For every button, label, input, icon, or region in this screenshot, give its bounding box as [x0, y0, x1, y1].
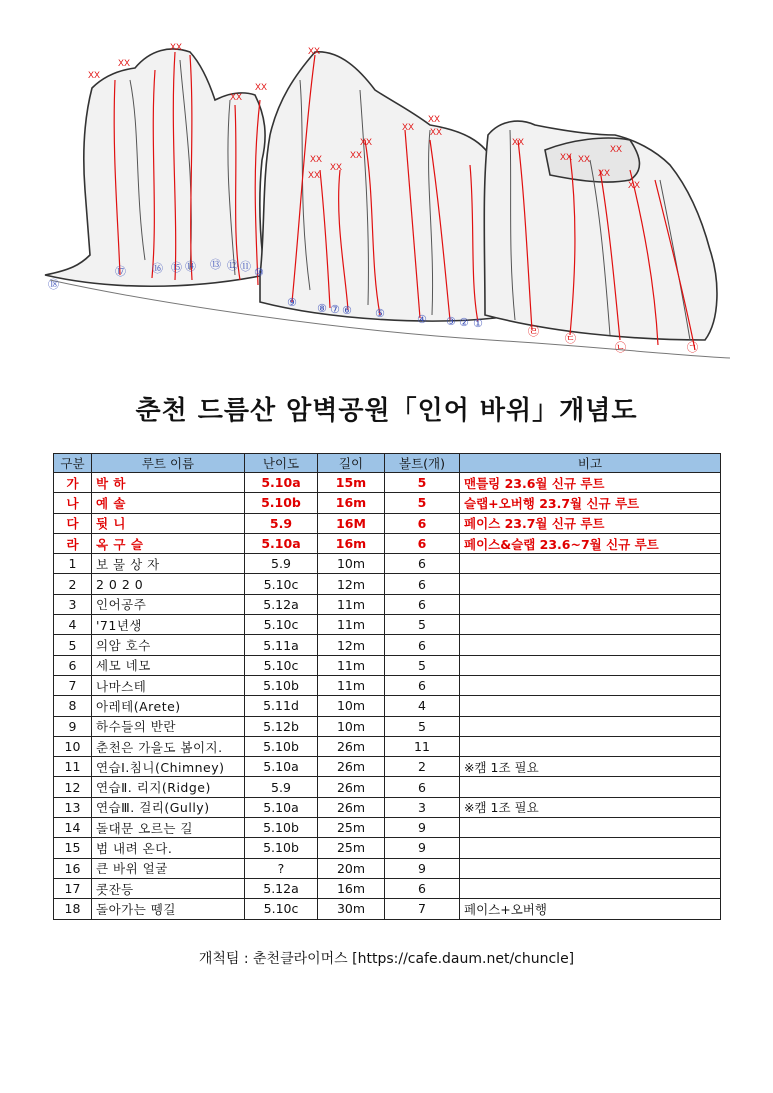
route-length-cell: 25m — [318, 838, 385, 858]
route-marker: ⑪ — [240, 260, 251, 273]
anchor-mark: XX — [330, 162, 343, 172]
route-grade-cell: 5.9 — [245, 554, 318, 574]
route-id-cell: 6 — [54, 655, 92, 675]
route-grade-cell: 5.11d — [245, 696, 318, 716]
route-id-cell: 1 — [54, 554, 92, 574]
route-marker: ⑦ — [330, 303, 340, 316]
route-name-cell: 나마스테 — [92, 675, 245, 695]
route-grade-cell: 5.10b — [245, 736, 318, 756]
anchor-mark: XX — [430, 127, 443, 137]
route-bolts-cell: 9 — [385, 858, 460, 878]
route-grade-cell: 5.9 — [245, 777, 318, 797]
route-grade-cell: 5.10c — [245, 615, 318, 635]
anchor-mark: XX — [560, 152, 573, 162]
route-marker: ⑧ — [317, 302, 327, 315]
route-note-cell — [460, 594, 721, 614]
table-row — [54, 757, 721, 777]
route-name-cell: 보 물 상 자 — [92, 554, 245, 574]
route-length-cell: 12m — [318, 635, 385, 655]
route-bolts-cell: 6 — [385, 635, 460, 655]
route-marker: ① — [473, 317, 483, 330]
route-marker: ⑫ — [227, 259, 238, 272]
header-bolts: 볼트(개) — [385, 454, 460, 473]
route-bolts-cell: 5 — [385, 473, 460, 493]
route-id-cell: 5 — [54, 635, 92, 655]
route-id-cell: 나 — [54, 493, 92, 513]
route-grade-cell: 5.12a — [245, 878, 318, 898]
route-marker: ⑱ — [48, 278, 59, 291]
route-id-cell: 13 — [54, 797, 92, 817]
header-grade: 난이도 — [245, 454, 318, 473]
table-row — [54, 635, 721, 655]
route-length-cell: 20m — [318, 858, 385, 878]
route-bolts-cell: 9 — [385, 838, 460, 858]
route-note-cell — [460, 574, 721, 594]
route-name-cell: 2 0 2 0 — [92, 574, 245, 594]
route-bolts-cell: 6 — [385, 777, 460, 797]
table-row — [54, 858, 721, 878]
anchor-mark: XX — [360, 137, 373, 147]
route-name-cell: 뒷 니 — [92, 513, 245, 533]
header-note: 비고 — [460, 454, 721, 473]
route-name-cell: 큰 바위 얼굴 — [92, 858, 245, 878]
route-note-cell — [460, 777, 721, 797]
route-length-cell: 10m — [318, 716, 385, 736]
route-marker: ⑥ — [342, 304, 352, 317]
route-grade-cell: 5.10a — [245, 473, 318, 493]
route-marker: ② — [459, 316, 469, 329]
footer-credit: 개척팀 : 춘천클라이머스 [https://cafe.daum.net/chuncle] — [198, 951, 575, 967]
route-marker: ⑩ — [254, 266, 264, 279]
route-note-cell — [460, 858, 721, 878]
route-note-cell — [460, 716, 721, 736]
route-grade-cell: 5.10c — [245, 899, 318, 919]
route-name-cell: 범 내려 온다. — [92, 838, 245, 858]
anchor-mark: XX — [628, 180, 641, 190]
route-id-cell: 17 — [54, 878, 92, 898]
route-marker: ⑭ — [185, 260, 196, 273]
anchor-mark: XX — [578, 154, 591, 164]
page-title: 춘천 드름산 암벽공원「인어 바위」개념도 — [135, 396, 638, 426]
table-row — [54, 675, 721, 695]
route-note-cell — [460, 696, 721, 716]
table-row — [54, 838, 721, 858]
route-length-cell: 30m — [318, 899, 385, 919]
route-length-cell: 11m — [318, 675, 385, 695]
anchor-mark: XX — [512, 137, 525, 147]
table-row — [54, 493, 721, 513]
route-grade-cell: 5.10c — [245, 574, 318, 594]
anchor-mark: XX — [610, 144, 623, 154]
table-row — [54, 716, 721, 736]
route-bolts-cell: 4 — [385, 696, 460, 716]
route-note-cell: 맨틀링 23.6월 신규 루트 — [460, 473, 721, 493]
route-note-cell: 슬랩+오버행 23.7월 신규 루트 — [460, 493, 721, 513]
route-length-cell: 26m — [318, 736, 385, 756]
route-bolts-cell: 6 — [385, 554, 460, 574]
table-row — [54, 473, 721, 493]
route-id-cell: 3 — [54, 594, 92, 614]
rock-sketch — [30, 40, 750, 365]
table-row — [54, 736, 721, 756]
anchor-mark: XX — [118, 58, 131, 68]
route-marker: ㉡ — [615, 341, 626, 354]
anchor-mark: XX — [170, 42, 183, 52]
route-name-cell: 연습Ⅰ.침니(Chimney) — [92, 757, 245, 777]
route-length-cell: 15m — [318, 473, 385, 493]
route-name-cell: 콧잔등 — [92, 878, 245, 898]
route-note-cell — [460, 838, 721, 858]
route-id-cell: 18 — [54, 899, 92, 919]
anchor-mark: XX — [350, 150, 363, 160]
route-note-cell — [460, 818, 721, 838]
route-id-cell: 다 — [54, 513, 92, 533]
route-id-cell: 15 — [54, 838, 92, 858]
route-grade-cell: 5.10c — [245, 655, 318, 675]
route-id-cell: 7 — [54, 675, 92, 695]
route-id-cell: 12 — [54, 777, 92, 797]
anchor-mark: XX — [402, 122, 415, 132]
route-bolts-cell: 6 — [385, 533, 460, 553]
route-grade-cell: 5.10a — [245, 533, 318, 553]
route-name-cell: 아레테(Arete) — [92, 696, 245, 716]
table-row — [54, 777, 721, 797]
route-marker: ⑤ — [375, 307, 385, 320]
route-marker: ⑰ — [115, 265, 126, 278]
route-length-cell: 26m — [318, 797, 385, 817]
table-row — [54, 554, 721, 574]
route-length-cell: 10m — [318, 554, 385, 574]
header-id: 구분 — [54, 454, 92, 473]
route-length-cell: 16m — [318, 493, 385, 513]
route-grade-cell: 5.10b — [245, 675, 318, 695]
table-row — [54, 878, 721, 898]
route-marker: ⑮ — [171, 261, 182, 274]
route-grade-cell: 5.9 — [245, 513, 318, 533]
route-name-cell: 의암 호수 — [92, 635, 245, 655]
route-note-cell: 페이스&슬랩 23.6~7월 신규 루트 — [460, 533, 721, 553]
route-bolts-cell: 6 — [385, 513, 460, 533]
route-note-cell — [460, 675, 721, 695]
route-length-cell: 16M — [318, 513, 385, 533]
route-id-cell: 4 — [54, 615, 92, 635]
route-marker: ④ — [417, 313, 427, 326]
route-marker: ㉣ — [528, 325, 539, 338]
route-bolts-cell: 6 — [385, 594, 460, 614]
route-id-cell: 16 — [54, 858, 92, 878]
route-bolts-cell: 5 — [385, 493, 460, 513]
anchor-mark: XX — [230, 92, 243, 102]
route-length-cell: 12m — [318, 574, 385, 594]
route-marker: ③ — [446, 315, 456, 328]
route-length-cell: 11m — [318, 594, 385, 614]
route-note-cell — [460, 655, 721, 675]
route-grade-cell: 5.12b — [245, 716, 318, 736]
table-row — [54, 615, 721, 635]
route-note-cell: 페이스 23.7월 신규 루트 — [460, 513, 721, 533]
anchor-mark: XX — [255, 82, 268, 92]
route-name-cell: 세모 네모 — [92, 655, 245, 675]
route-note-cell — [460, 554, 721, 574]
route-length-cell: 11m — [318, 615, 385, 635]
route-note-cell: ※캠 1조 필요 — [460, 797, 721, 817]
route-marker: ㉠ — [687, 341, 698, 354]
anchor-mark: XX — [308, 46, 321, 56]
table-row — [54, 533, 721, 553]
route-length-cell: 16m — [318, 533, 385, 553]
route-name-cell: 돌대문 오르는 길 — [92, 818, 245, 838]
route-id-cell: 가 — [54, 473, 92, 493]
anchor-mark: XX — [308, 170, 321, 180]
route-grade-cell: 5.10a — [245, 757, 318, 777]
route-id-cell: 8 — [54, 696, 92, 716]
route-name-cell: 돌아가는 뗑길 — [92, 899, 245, 919]
route-grade-cell: 5.10b — [245, 838, 318, 858]
route-name-cell: 박 하 — [92, 473, 245, 493]
header-route-name: 루트 이름 — [92, 454, 245, 473]
route-grade-cell: 5.10b — [245, 818, 318, 838]
route-grade-cell: 5.10b — [245, 493, 318, 513]
route-length-cell: 16m — [318, 878, 385, 898]
route-bolts-cell: 6 — [385, 878, 460, 898]
route-length-cell: 26m — [318, 757, 385, 777]
route-name-cell: 하수들의 반란 — [92, 716, 245, 736]
route-note-cell — [460, 635, 721, 655]
route-name-cell: 춘천은 가을도 봄이지. — [92, 736, 245, 756]
route-grade-cell: 5.12a — [245, 594, 318, 614]
route-length-cell: 25m — [318, 818, 385, 838]
route-note-cell: 페이스+오버행 — [460, 899, 721, 919]
route-name-cell: 옥 구 슬 — [92, 533, 245, 553]
route-name-cell: 연습Ⅱ. 리지(Ridge) — [92, 777, 245, 797]
route-name-cell: 예 솔 — [92, 493, 245, 513]
route-grade-cell: 5.10a — [245, 797, 318, 817]
route-id-cell: 9 — [54, 716, 92, 736]
route-bolts-cell: 5 — [385, 655, 460, 675]
table-row — [54, 513, 721, 533]
table-row — [54, 899, 721, 919]
route-length-cell: 26m — [318, 777, 385, 797]
route-id-cell: 11 — [54, 757, 92, 777]
route-note-cell — [460, 878, 721, 898]
route-marker: ⑬ — [210, 258, 221, 271]
route-table — [53, 453, 721, 920]
route-bolts-cell: 3 — [385, 797, 460, 817]
route-length-cell: 11m — [318, 655, 385, 675]
route-id-cell: 10 — [54, 736, 92, 756]
anchor-mark: XX — [310, 154, 323, 164]
route-bolts-cell: 2 — [385, 757, 460, 777]
header-length: 길이 — [318, 454, 385, 473]
table-header-row — [54, 454, 721, 473]
route-bolts-cell: 6 — [385, 574, 460, 594]
anchor-mark: XX — [598, 168, 611, 178]
route-bolts-cell: 5 — [385, 615, 460, 635]
route-name-cell: 연습Ⅲ. 걸리(Gully) — [92, 797, 245, 817]
route-marker: ⑯ — [152, 262, 163, 275]
table-row — [54, 655, 721, 675]
route-bolts-cell: 6 — [385, 675, 460, 695]
anchor-mark: XX — [428, 114, 441, 124]
route-note-cell — [460, 615, 721, 635]
table-row — [54, 594, 721, 614]
anchor-mark: XX — [88, 70, 101, 80]
route-note-cell: ※캠 1조 필요 — [460, 757, 721, 777]
route-grade-cell: ? — [245, 858, 318, 878]
route-length-cell: 10m — [318, 696, 385, 716]
table-row — [54, 818, 721, 838]
route-id-cell: 2 — [54, 574, 92, 594]
route-marker: ⑨ — [287, 296, 297, 309]
table-row — [54, 574, 721, 594]
table-row — [54, 696, 721, 716]
route-name-cell: 인어공주 — [92, 594, 245, 614]
table-row — [54, 797, 721, 817]
route-bolts-cell: 7 — [385, 899, 460, 919]
route-marker: ㉢ — [565, 332, 576, 345]
route-grade-cell: 5.11a — [245, 635, 318, 655]
route-id-cell: 14 — [54, 818, 92, 838]
route-note-cell — [460, 736, 721, 756]
route-bolts-cell: 9 — [385, 818, 460, 838]
route-name-cell: '71년생 — [92, 615, 245, 635]
route-id-cell: 라 — [54, 533, 92, 553]
route-bolts-cell: 5 — [385, 716, 460, 736]
route-bolts-cell: 11 — [385, 736, 460, 756]
